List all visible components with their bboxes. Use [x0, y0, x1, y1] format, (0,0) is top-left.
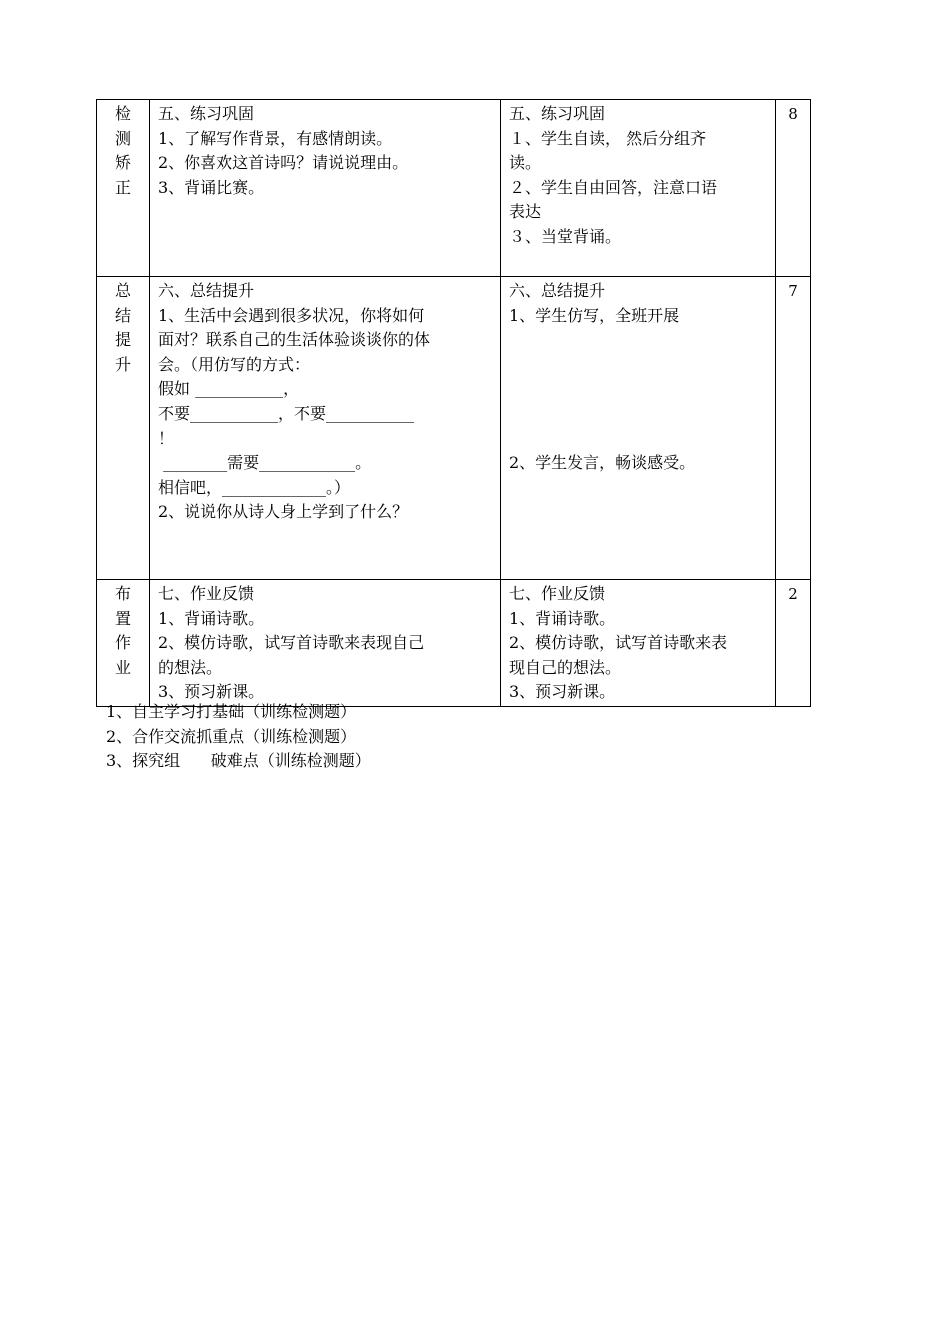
table-row — [97, 100, 811, 277]
stage-label: 布置作业 — [114, 584, 131, 677]
table-row — [97, 580, 811, 707]
note-item: 2、合作交流抓重点（训练检测题） — [106, 726, 357, 746]
note-item: 1、自主学习打基础（训练检测题） — [106, 702, 357, 721]
time-cell: 2 — [776, 580, 811, 707]
teacher-line: 1、生活中会遇到很多状况，你将如何 — [158, 305, 425, 325]
note-item: 3、探究组 破难点（训练检测题） — [106, 751, 371, 771]
teacher-activity-cell — [150, 277, 501, 580]
student-line — [509, 402, 771, 427]
stage-label: 检测矫正 — [114, 104, 131, 197]
teacher-line: 的想法。 — [158, 657, 223, 677]
student-line: 1、背诵诗歌。 — [509, 608, 616, 628]
student-line: 表达 — [509, 202, 542, 222]
student-activity-cell — [501, 277, 776, 580]
stage-cell — [97, 580, 150, 707]
student-line: ２、学生自由回答，注意口语 — [509, 177, 718, 197]
student-line: 2、模仿诗歌，试写首诗歌来表 — [509, 633, 728, 653]
stage-label: 总结提升 — [114, 281, 131, 374]
student-line — [509, 328, 771, 353]
teacher-line: 五、练习巩固 — [158, 104, 255, 123]
student-line: 1、学生仿写，全班开展 — [509, 305, 680, 325]
teacher-line: 3、预习新课。 — [158, 682, 265, 702]
teacher-line: 会。（用仿写的方式： — [158, 354, 311, 374]
teacher-line: 相信吧，_____________。） — [158, 477, 351, 497]
student-line: 2、学生发言，畅谈感受。 — [509, 453, 696, 473]
notes-list — [106, 700, 371, 774]
time-cell: 8 — [776, 100, 811, 277]
lesson-plan-table — [96, 99, 811, 707]
teacher-line: 面对？联系自己的生活体验谈谈你的体 — [158, 330, 431, 350]
teacher-line: 七、作业反馈 — [158, 584, 255, 603]
teacher-line: 六、总结提升 — [158, 281, 255, 300]
student-line: 六、总结提升 — [509, 281, 606, 300]
student-line: 五、练习巩固 — [509, 104, 606, 123]
student-line — [509, 377, 771, 402]
student-activity-cell — [501, 580, 776, 707]
teacher-line: 不要___________，不要___________ — [158, 403, 415, 423]
stage-cell — [97, 277, 150, 580]
student-line: ３、当堂背诵。 — [509, 226, 622, 246]
student-line: 读。 — [509, 153, 542, 173]
teacher-line: 假如 ___________， — [158, 379, 300, 399]
teacher-line: 3、背诵比赛。 — [158, 177, 265, 197]
teacher-line: 2、说说你从诗人身上学到了什么？ — [158, 502, 409, 522]
teacher-line: ！ — [158, 428, 175, 448]
student-activity-cell — [501, 100, 776, 277]
student-line: 3、预习新课。 — [509, 682, 616, 702]
student-line — [509, 427, 771, 452]
student-line: １、学生自读， 然后分组齐 — [509, 128, 707, 148]
stage-cell — [97, 100, 150, 277]
student-line: 七、作业反馈 — [509, 584, 606, 603]
teacher-line: 2、你喜欢这首诗吗？请说说理由。 — [158, 153, 409, 173]
student-line — [509, 353, 771, 378]
student-line: 现自己的想法。 — [509, 657, 622, 677]
teacher-activity-cell — [150, 580, 501, 707]
teacher-line: 2、模仿诗歌，试写首诗歌来表现自己 — [158, 633, 425, 653]
teacher-activity-cell — [150, 100, 501, 277]
teacher-line: ________需要____________。 — [158, 453, 372, 473]
time-cell: 7 — [776, 277, 811, 580]
table-row — [97, 277, 811, 580]
teacher-line: 1、背诵诗歌。 — [158, 608, 265, 628]
teacher-line: 1、了解写作背景，有感情朗读。 — [158, 128, 393, 148]
